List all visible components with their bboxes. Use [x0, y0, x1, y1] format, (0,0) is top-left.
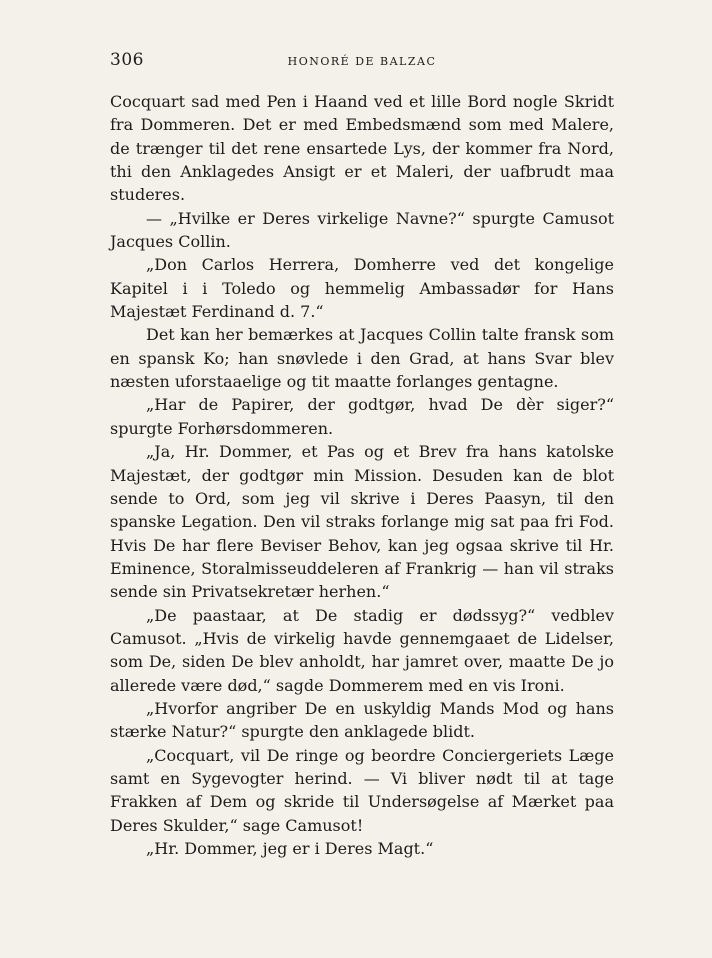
paragraph: — „Hvilke er Deres virkelige Navne?“ spurgte Camusot Jacques Collin.	[110, 208, 614, 252]
paragraph: „Har de Papirer, der godtgør, hvad De dèr siger?“ spurgte Forhørsdommeren.	[110, 395, 614, 438]
paragraph: Det kan her bemærkes at Jacques Collin talte fransk som en spansk Ko; han snøvlede i den Grad, at hans Svar blev næsten uforstaaelige og tit maatte forlanges gentagne.	[110, 325, 614, 392]
paragraph: „Hr. Dommer, jeg er i Deres Magt.“	[146, 839, 434, 858]
page-number: 306	[110, 50, 144, 70]
paragraph: „Don Carlos Herrera, Domherre ved det kongelige Kapitel i i Toledo og hemmelig Ambassadør for Hans Majestæt Ferdinand d. 7.“	[110, 255, 614, 322]
paragraph: Cocquart sad med Pen i Haand ved et lille Bord nogle Skridt fra Dommeren. Det er med Embedsmænd som med Malere, de trænger til det rene ensartede Lys, der kommer fra Nord, thi den Anklagedes Ansigt er et Maleri, der uafbrudt maa studeres.	[110, 92, 614, 205]
page-header	[110, 50, 614, 72]
paragraph: „De paastaar, at De stadig er dødssyg?“ vedblev Camusot. „Hvis de virkelig havde gennemgaaet de Lidelser, som De, siden De blev anholdt, har jamret over, maatte De jo allerede være død,“ sagde Dommerem med en vis Ironi.	[110, 605, 614, 695]
body-text	[110, 90, 614, 860]
running-head: HONORÉ DE BALZAC	[287, 55, 437, 68]
paragraph: „Cocquart, vil De ringe og beordre Conciergeriets Læge samt en Sygevogter herind. — Vi bliver nødt til at tage Frakken af Dem og skride til Undersøgelse af Mærket paa Deres Skulder,“ sage Camusot!	[110, 745, 614, 835]
paragraph: „Ja, Hr. Dommer, et Pas og et Brev fra hans katolske Majestæt, der godtgør min Mission. Desuden kan de blot sende to Ord, som jeg vil skrive i Deres Paasyn, til den spanske Legation. Den vil straks forlange mig sat paa fri Fod. Hvis De har flere Beviser Behov, kan jeg ogsaa skrive til Hr. Eminence, Storalmisseuddeleren af Frankrig — han vil straks sende sin Privatsekretær herhen.“	[110, 442, 614, 602]
paragraph: „Hvorfor angriber De en uskyldig Mands Mod og hans stærke Natur?“ spurgte den anklagede blidt.	[110, 698, 614, 742]
